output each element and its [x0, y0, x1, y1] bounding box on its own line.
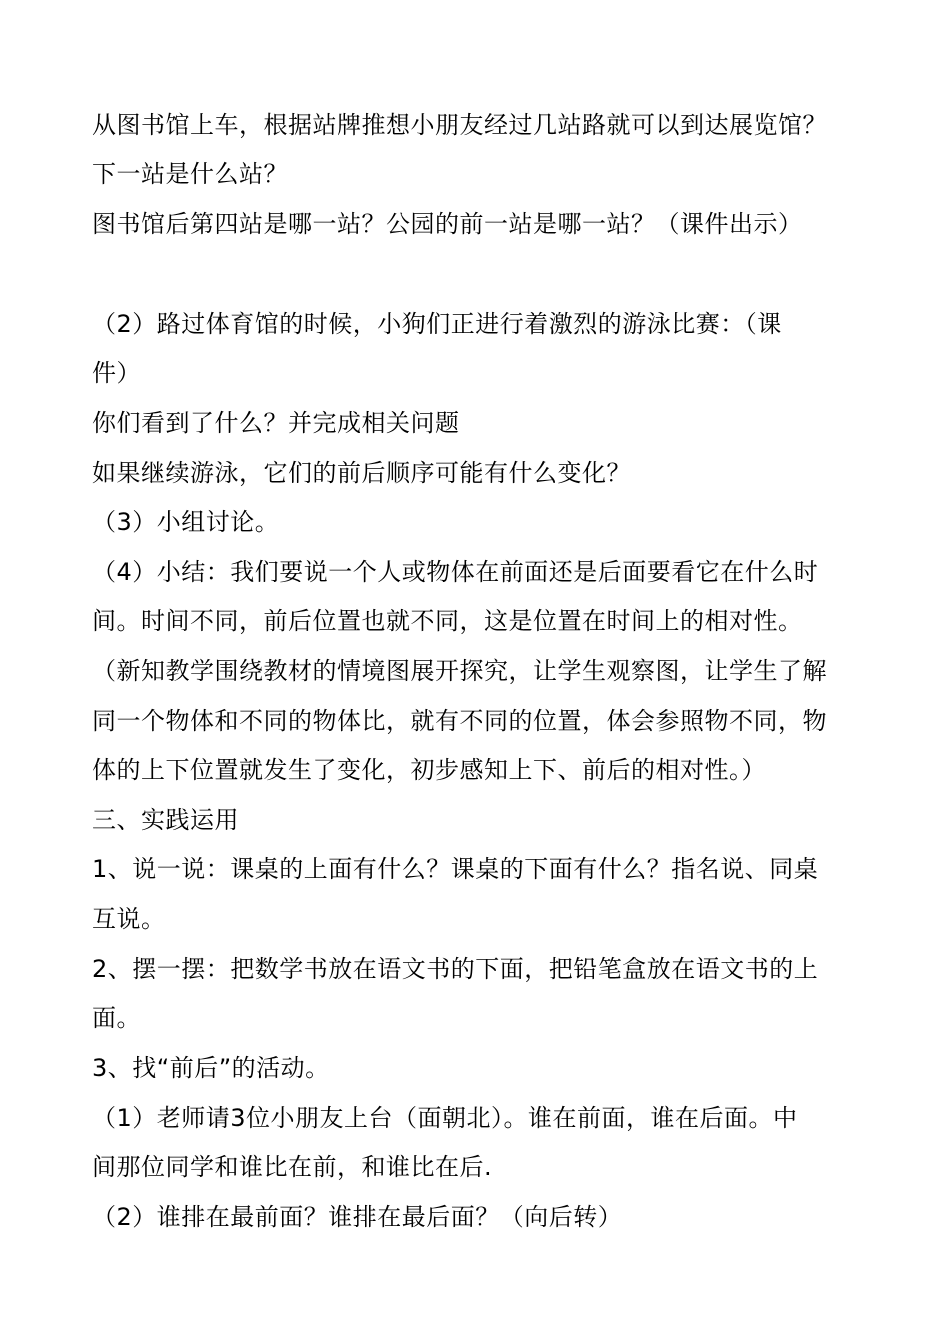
section-heading: 三、实践运用	[92, 806, 239, 834]
paragraph-line-9: （4）小结：我们要说一个人或物体在前面还是后面要看它在什么时	[92, 558, 819, 586]
paragraph-line-18: 面。	[92, 1004, 141, 1032]
paragraph-line-5: 件）	[92, 359, 141, 387]
paragraph-line-22: （2）谁排在最前面？谁排在最后面？（向后转）	[92, 1203, 623, 1231]
paragraph-line-19: 3、找“前后”的活动。	[92, 1054, 330, 1082]
paragraph-line-12: 同一个物体和不同的物体比，就有不同的位置，体会参照物不同，物	[92, 707, 827, 735]
paragraph-line-1: 从图书馆上车，根据站牌推想小朋友经过几站路就可以到达展览馆？	[92, 111, 827, 139]
paragraph-line-13: 体的上下位置就发生了变化，初步感知上下、前后的相对性。）	[92, 756, 766, 784]
paragraph-line-8: （3）小组讨论。	[92, 508, 280, 536]
paragraph-line-4: （2）路过体育馆的时候，小狗们正进行着激烈的游泳比赛：（课	[92, 310, 782, 338]
paragraph-line-16: 互说。	[92, 905, 166, 933]
paragraph-line-7: 如果继续游泳，它们的前后顺序可能有什么变化？	[92, 459, 631, 487]
paragraph-line-21: 间那位同学和谁比在前，和谁比在后.	[92, 1153, 493, 1181]
paragraph-line-11: （新知教学围绕教材的情境图展开探究，让学生观察图，让学生了解	[92, 657, 827, 685]
paragraph-line-2: 下一站是什么站？	[92, 160, 288, 188]
paragraph-line-15: 1、说一说：课桌的上面有什么？课桌的下面有什么？指名说、同桌	[92, 855, 819, 883]
paragraph-line-10: 间。时间不同，前后位置也就不同，这是位置在时间上的相对性。	[92, 607, 803, 635]
paragraph-line-20: （1）老师请3位小朋友上台（面朝北）。谁在前面，谁在后面。中	[92, 1104, 798, 1132]
paragraph-line-6: 你们看到了什么？并完成相关问题	[92, 409, 460, 437]
paragraph-line-3: 图书馆后第四站是哪一站？公园的前一站是哪一站？（课件出示）	[92, 210, 803, 238]
paragraph-line-17: 2、摆一摆：把数学书放在语文书的下面，把铅笔盒放在语文书的上	[92, 955, 819, 983]
